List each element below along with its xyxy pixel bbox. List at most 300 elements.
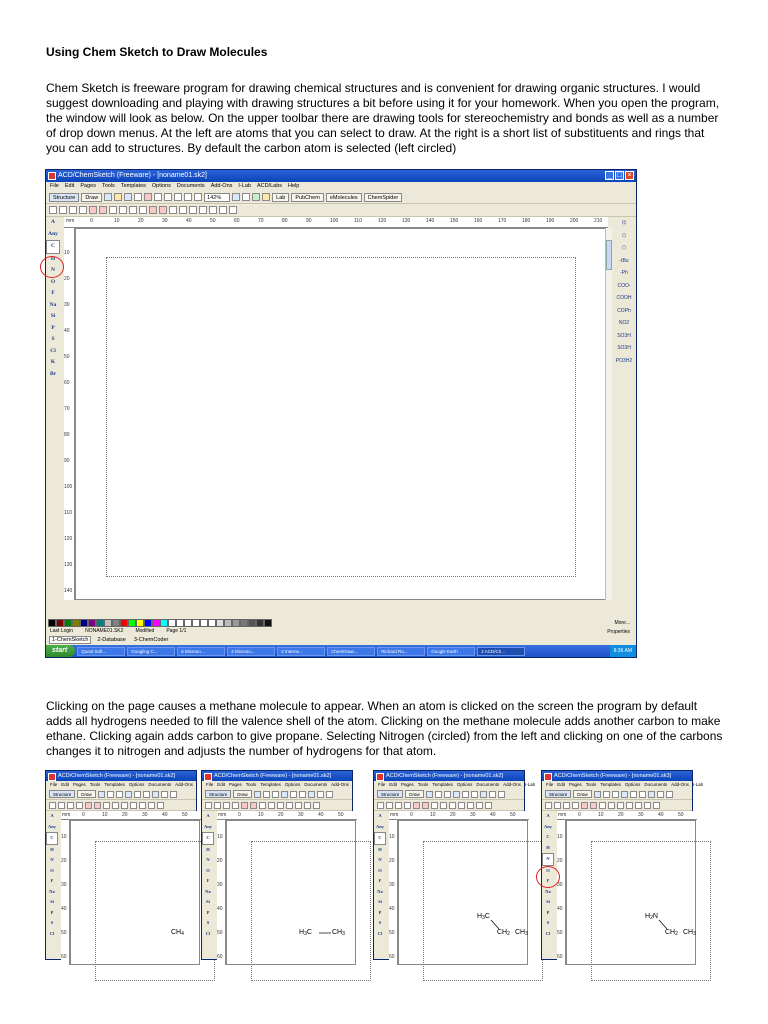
draw-mode-button[interactable]: Draw bbox=[233, 790, 252, 798]
cyclohexane-ring-icon[interactable]: ⬡ bbox=[621, 232, 627, 239]
atom-si[interactable]: Si bbox=[50, 899, 54, 904]
scrollbar-thumb[interactable] bbox=[606, 240, 612, 270]
start-button[interactable]: start bbox=[46, 645, 75, 657]
substituent-item[interactable]: SO3H bbox=[617, 345, 631, 351]
palette-swatch[interactable] bbox=[152, 619, 160, 627]
atom-n[interactable]: N bbox=[51, 267, 55, 273]
menu-templates[interactable]: Templates bbox=[120, 183, 146, 189]
cyclopentane-ring-icon[interactable]: ⬠ bbox=[621, 245, 627, 251]
bond-single-icon[interactable] bbox=[581, 802, 588, 809]
palette-swatch[interactable] bbox=[80, 619, 88, 627]
emolecules-link[interactable]: eMolecules bbox=[326, 193, 362, 202]
print-icon[interactable] bbox=[281, 791, 288, 798]
atom-c[interactable]: C bbox=[374, 832, 386, 845]
atom-f[interactable]: F bbox=[50, 878, 54, 883]
atom-o[interactable]: O bbox=[50, 278, 56, 285]
bond-single-icon[interactable] bbox=[89, 206, 97, 214]
save-icon[interactable] bbox=[124, 193, 132, 201]
rotate-icon[interactable] bbox=[563, 802, 570, 809]
menu-options[interactable]: Options bbox=[151, 183, 171, 189]
palette-swatch[interactable] bbox=[120, 619, 128, 627]
atom-h[interactable]: H bbox=[50, 846, 54, 852]
menu-templates[interactable]: Templates bbox=[600, 782, 621, 787]
more-label[interactable]: More... bbox=[614, 620, 630, 626]
menu-templates[interactable]: Templates bbox=[104, 782, 125, 787]
properties-label[interactable]: Properties bbox=[607, 629, 630, 635]
rotate-icon[interactable] bbox=[395, 802, 402, 809]
substituent-item[interactable]: -tBu bbox=[619, 257, 629, 264]
substituent-item[interactable]: NO2 bbox=[618, 320, 630, 326]
atom-cl[interactable]: Cl bbox=[377, 930, 383, 936]
rotate-icon[interactable] bbox=[223, 802, 230, 809]
taskbar-item[interactable]: 2 Interne... bbox=[277, 647, 325, 656]
atom-a[interactable]: A bbox=[378, 813, 382, 818]
draw-mode-button[interactable]: Draw bbox=[573, 790, 592, 798]
atom-cl[interactable]: Cl bbox=[205, 930, 211, 936]
methylene-label[interactable] bbox=[497, 929, 510, 937]
taskbar-item[interactable]: 4 Microso... bbox=[227, 647, 275, 656]
zoom-tool-icon[interactable] bbox=[404, 802, 411, 809]
undo-icon[interactable] bbox=[134, 791, 141, 798]
maximize-icon[interactable]: □ bbox=[615, 171, 624, 180]
charge-plus-icon[interactable] bbox=[148, 802, 155, 809]
undo-icon[interactable] bbox=[290, 791, 297, 798]
menu-edit[interactable]: Edit bbox=[61, 782, 70, 787]
paste-icon[interactable] bbox=[657, 791, 664, 798]
taskbar-item[interactable]: 6 Microso... bbox=[177, 647, 225, 656]
atom-s[interactable]: S bbox=[51, 336, 55, 342]
menu-documents[interactable]: Documents bbox=[148, 782, 172, 787]
atom-h[interactable]: H bbox=[546, 844, 550, 850]
3d-optimize-icon[interactable] bbox=[209, 206, 217, 214]
menu-ilab[interactable]: I-Lab bbox=[238, 183, 251, 189]
copy-icon[interactable] bbox=[648, 791, 655, 798]
print-icon[interactable] bbox=[621, 791, 628, 798]
hash-bond-icon[interactable] bbox=[119, 206, 127, 214]
flip-icon[interactable] bbox=[199, 206, 207, 214]
drawing-canvas[interactable] bbox=[75, 228, 608, 600]
menu-pages[interactable]: Pages bbox=[569, 782, 582, 787]
wavy-bond-icon[interactable] bbox=[129, 206, 137, 214]
methyl-label[interactable] bbox=[683, 929, 696, 937]
menu-help[interactable]: Help bbox=[288, 183, 300, 189]
clean-structure-icon[interactable] bbox=[179, 206, 187, 214]
menu-file[interactable]: File bbox=[546, 782, 554, 787]
tools-icon[interactable] bbox=[262, 193, 270, 201]
atom-si[interactable]: Si bbox=[206, 899, 210, 904]
menu-ilab[interactable]: I-Lab bbox=[692, 782, 704, 787]
menu-tools[interactable]: Tools bbox=[245, 782, 257, 787]
menu-documents[interactable]: Documents bbox=[476, 782, 500, 787]
charge-minus-icon[interactable] bbox=[485, 802, 492, 809]
atom-br[interactable]: Br bbox=[49, 370, 57, 377]
module-tab[interactable]: 1-ChemSketch bbox=[49, 636, 91, 644]
atom-h[interactable]: H bbox=[378, 846, 382, 852]
arrow-icon[interactable] bbox=[626, 802, 633, 809]
select-icon[interactable] bbox=[49, 802, 56, 809]
save-icon[interactable] bbox=[272, 791, 279, 798]
taskbar-item[interactable]: Richard Ro... bbox=[377, 647, 425, 656]
paste-icon[interactable] bbox=[161, 791, 168, 798]
menu-edit[interactable]: Edit bbox=[389, 782, 398, 787]
atom-any[interactable]: Any bbox=[203, 823, 212, 829]
palette-swatch[interactable] bbox=[256, 619, 264, 627]
atom-s[interactable]: S bbox=[50, 920, 54, 925]
atom-s[interactable]: S bbox=[206, 920, 210, 925]
hash-bond-icon[interactable] bbox=[268, 802, 275, 809]
copy-icon[interactable] bbox=[152, 791, 159, 798]
palette-swatch[interactable] bbox=[48, 619, 56, 627]
palette-swatch[interactable] bbox=[240, 619, 248, 627]
arrow-icon[interactable] bbox=[458, 802, 465, 809]
atom-a[interactable]: A bbox=[206, 813, 210, 818]
bond-chain-icon[interactable] bbox=[422, 802, 429, 809]
menu-file[interactable]: File bbox=[50, 183, 59, 189]
select-icon[interactable] bbox=[545, 802, 552, 809]
palette-swatch[interactable] bbox=[232, 619, 240, 627]
atom-cl[interactable]: Cl bbox=[545, 930, 551, 936]
palette-swatch[interactable] bbox=[104, 619, 112, 627]
atom-p[interactable]: P bbox=[378, 909, 382, 915]
align-icon[interactable] bbox=[189, 206, 197, 214]
taskbar-item[interactable]: Quest Soft... bbox=[77, 647, 125, 656]
wedge-bond-icon[interactable] bbox=[109, 206, 117, 214]
palette-swatch[interactable] bbox=[96, 619, 104, 627]
charge-plus-icon[interactable] bbox=[476, 802, 483, 809]
print-icon[interactable] bbox=[453, 791, 460, 798]
menu-documents[interactable]: Documents bbox=[304, 782, 328, 787]
charge-minus-icon[interactable] bbox=[157, 802, 164, 809]
atom-c[interactable]: C bbox=[202, 832, 214, 845]
charge-plus-icon[interactable] bbox=[159, 206, 167, 214]
cut-icon[interactable] bbox=[154, 193, 162, 201]
bond-chain-icon[interactable] bbox=[99, 206, 107, 214]
drawing-canvas[interactable] bbox=[566, 820, 696, 965]
menu-options[interactable]: Options bbox=[284, 782, 301, 787]
open-folder-icon[interactable] bbox=[435, 791, 442, 798]
copy-icon[interactable] bbox=[308, 791, 315, 798]
wedge-bond-icon[interactable] bbox=[103, 802, 110, 809]
atom-o[interactable]: O bbox=[546, 867, 550, 873]
wedge-bond-icon[interactable] bbox=[259, 802, 266, 809]
bond-chain-icon[interactable] bbox=[590, 802, 597, 809]
zoom-tool-icon[interactable] bbox=[79, 206, 87, 214]
atom-na[interactable]: Na bbox=[49, 888, 55, 894]
atom-h[interactable]: H bbox=[50, 255, 56, 262]
cut-icon[interactable] bbox=[639, 791, 646, 798]
atom-n[interactable]: N bbox=[378, 857, 382, 862]
wavy-bond-icon[interactable] bbox=[277, 802, 284, 809]
taskbar-item[interactable]: Google Earth bbox=[427, 647, 475, 656]
palette-swatch[interactable] bbox=[184, 619, 192, 627]
charge-plus-icon[interactable] bbox=[304, 802, 311, 809]
atom-cl[interactable]: Cl bbox=[50, 347, 56, 354]
palette-swatch[interactable] bbox=[176, 619, 184, 627]
atom-cl[interactable]: Cl bbox=[49, 930, 55, 936]
zoom-in-icon[interactable] bbox=[326, 791, 333, 798]
vertical-scrollbar[interactable] bbox=[605, 228, 612, 600]
atom-si[interactable]: Si bbox=[546, 899, 550, 904]
lasso-icon[interactable] bbox=[58, 802, 65, 809]
atom-any[interactable]: Any bbox=[47, 823, 56, 829]
bond-single-icon[interactable] bbox=[85, 802, 92, 809]
taskbar-item[interactable]: 2 ACD/Ch... bbox=[477, 647, 525, 656]
menu-templates[interactable]: Templates bbox=[432, 782, 453, 787]
atom-f[interactable]: F bbox=[51, 290, 55, 296]
charge-minus-icon[interactable] bbox=[313, 802, 320, 809]
menu-pages[interactable]: Pages bbox=[80, 183, 96, 189]
3d-viewer-icon[interactable] bbox=[252, 193, 260, 201]
zoom-out-icon[interactable] bbox=[194, 193, 202, 201]
wavy-bond-icon[interactable] bbox=[121, 802, 128, 809]
menu-tools[interactable]: Tools bbox=[585, 782, 597, 787]
zoom-select[interactable]: 142% bbox=[204, 193, 230, 202]
palette-swatch[interactable] bbox=[88, 619, 96, 627]
atom-p[interactable]: P bbox=[206, 909, 210, 915]
undo-icon[interactable] bbox=[630, 791, 637, 798]
drawing-canvas[interactable] bbox=[226, 820, 356, 965]
atom-o[interactable]: O bbox=[206, 867, 210, 873]
menu-options[interactable]: Options bbox=[128, 782, 145, 787]
substituent-item[interactable]: -Ph bbox=[620, 270, 628, 276]
save-icon[interactable] bbox=[116, 791, 123, 798]
save-icon[interactable] bbox=[612, 791, 619, 798]
palette-swatch[interactable] bbox=[168, 619, 176, 627]
menu-documents[interactable]: Documents bbox=[644, 782, 668, 787]
atom-h[interactable]: H bbox=[206, 846, 210, 852]
atom-a[interactable]: A bbox=[50, 813, 54, 818]
structure-mode-button[interactable]: Structure bbox=[49, 790, 75, 798]
atom-s[interactable]: S bbox=[378, 920, 382, 925]
arrow-icon[interactable] bbox=[139, 206, 147, 214]
new-document-icon[interactable] bbox=[104, 193, 112, 201]
atom-p[interactable]: P bbox=[50, 909, 54, 915]
ring-icon[interactable] bbox=[467, 802, 474, 809]
menu-tools[interactable]: Tools bbox=[417, 782, 429, 787]
menu-options[interactable]: Options bbox=[624, 782, 641, 787]
wedge-bond-icon[interactable] bbox=[431, 802, 438, 809]
atom-na[interactable]: Na bbox=[49, 301, 57, 308]
select-icon[interactable] bbox=[205, 802, 212, 809]
check-icon[interactable] bbox=[219, 206, 227, 214]
bond-chain-icon[interactable] bbox=[250, 802, 257, 809]
atom-na[interactable]: Na bbox=[377, 888, 383, 894]
ring-icon[interactable] bbox=[139, 802, 146, 809]
palette-swatch[interactable] bbox=[128, 619, 136, 627]
ring-icon[interactable] bbox=[295, 802, 302, 809]
copy-icon[interactable] bbox=[164, 193, 172, 201]
menu-ilab[interactable]: I-Lab bbox=[524, 782, 536, 787]
view-icon[interactable] bbox=[232, 193, 240, 201]
menu-file[interactable]: File bbox=[378, 782, 386, 787]
menu-edit[interactable]: Edit bbox=[217, 782, 226, 787]
menu-addons[interactable]: Add-Ons bbox=[210, 183, 233, 189]
palette-swatch[interactable] bbox=[200, 619, 208, 627]
print-icon[interactable] bbox=[125, 791, 132, 798]
zoom-in-icon[interactable] bbox=[170, 791, 177, 798]
zoom-tool-icon[interactable] bbox=[232, 802, 239, 809]
lab-link[interactable]: Lab bbox=[272, 193, 289, 202]
menu-addons[interactable]: Add-Ons bbox=[503, 782, 521, 787]
new-document-icon[interactable] bbox=[594, 791, 601, 798]
atom-any[interactable]: Any bbox=[375, 823, 384, 829]
menu-addons[interactable]: Add-Ons bbox=[331, 782, 349, 787]
bond-single-icon[interactable] bbox=[413, 802, 420, 809]
atom-n[interactable]: N bbox=[206, 857, 210, 862]
cut-icon[interactable] bbox=[471, 791, 478, 798]
lasso-icon[interactable] bbox=[554, 802, 561, 809]
drawing-canvas[interactable] bbox=[398, 820, 528, 965]
undo-icon[interactable] bbox=[462, 791, 469, 798]
structure-mode-button[interactable]: Structure bbox=[545, 790, 571, 798]
pubchem-link[interactable]: PubChem bbox=[291, 193, 323, 202]
rotate-icon[interactable] bbox=[67, 802, 74, 809]
atom-na[interactable]: Na bbox=[545, 888, 551, 894]
hash-bond-icon[interactable] bbox=[112, 802, 119, 809]
wavy-bond-icon[interactable] bbox=[449, 802, 456, 809]
module-tab[interactable]: 2-Database bbox=[97, 637, 126, 643]
atom-c[interactable]: C bbox=[46, 240, 60, 254]
atom-p[interactable]: P bbox=[51, 324, 55, 331]
palette-swatch[interactable] bbox=[192, 619, 200, 627]
ring-icon[interactable] bbox=[635, 802, 642, 809]
rotate-icon[interactable] bbox=[69, 206, 77, 214]
palette-swatch[interactable] bbox=[64, 619, 72, 627]
methyl-label[interactable] bbox=[515, 929, 528, 937]
palette-swatch[interactable] bbox=[224, 619, 232, 627]
taskbar-item[interactable]: Googling C... bbox=[127, 647, 175, 656]
open-folder-icon[interactable] bbox=[263, 791, 270, 798]
bond-chain-icon[interactable] bbox=[94, 802, 101, 809]
name-icon[interactable] bbox=[229, 206, 237, 214]
close-icon[interactable]: × bbox=[625, 171, 634, 180]
arrow-icon[interactable] bbox=[130, 802, 137, 809]
menu-tools[interactable]: Tools bbox=[101, 183, 115, 189]
structure-mode-button[interactable]: Structure bbox=[377, 790, 403, 798]
menu-options[interactable]: Options bbox=[456, 782, 473, 787]
atom-si[interactable]: Si bbox=[378, 899, 382, 904]
substituent-item[interactable]: COPh bbox=[617, 307, 631, 314]
palette-swatch[interactable] bbox=[72, 619, 80, 627]
menu-pages[interactable]: Pages bbox=[229, 782, 242, 787]
lasso-icon[interactable] bbox=[59, 206, 67, 214]
lasso-icon[interactable] bbox=[386, 802, 393, 809]
copy-icon[interactable] bbox=[480, 791, 487, 798]
menu-acdlabs[interactable]: ACD/Labs bbox=[256, 183, 283, 189]
methyl-right-label[interactable] bbox=[332, 929, 345, 937]
substituent-item[interactable]: COOH bbox=[616, 295, 632, 301]
palette-swatch[interactable] bbox=[248, 619, 256, 627]
menu-templates[interactable]: Templates bbox=[260, 782, 281, 787]
undo-icon[interactable] bbox=[144, 193, 152, 201]
atom-a[interactable]: A bbox=[51, 219, 55, 225]
arrow-icon[interactable] bbox=[286, 802, 293, 809]
charge-minus-icon[interactable] bbox=[169, 206, 177, 214]
print-icon[interactable] bbox=[134, 193, 142, 201]
menu-edit[interactable]: Edit bbox=[64, 183, 75, 189]
bond-single-icon[interactable] bbox=[241, 802, 248, 809]
paste-icon[interactable] bbox=[174, 193, 182, 201]
grid-icon[interactable] bbox=[242, 193, 250, 201]
atom-si[interactable]: Si bbox=[50, 313, 56, 319]
atom-a[interactable]: A bbox=[546, 813, 550, 818]
palette-swatch[interactable] bbox=[144, 619, 152, 627]
charge-minus-icon[interactable] bbox=[653, 802, 660, 809]
menu-addons[interactable]: Add-Ons bbox=[175, 782, 193, 787]
save-icon[interactable] bbox=[444, 791, 451, 798]
zoom-tool-icon[interactable] bbox=[572, 802, 579, 809]
new-document-icon[interactable] bbox=[98, 791, 105, 798]
open-folder-icon[interactable] bbox=[603, 791, 610, 798]
atom-na[interactable]: Na bbox=[205, 888, 211, 894]
paste-icon[interactable] bbox=[489, 791, 496, 798]
structure-mode-button[interactable]: Structure bbox=[205, 790, 231, 798]
drawing-canvas[interactable] bbox=[70, 820, 200, 965]
menu-edit[interactable]: Edit bbox=[557, 782, 566, 787]
menu-file[interactable]: File bbox=[206, 782, 214, 787]
menu-tools[interactable]: Tools bbox=[89, 782, 101, 787]
atom-f[interactable]: F bbox=[206, 878, 210, 883]
structure-mode-button[interactable]: Structure bbox=[49, 193, 79, 202]
charge-plus-icon[interactable] bbox=[644, 802, 651, 809]
palette-swatch[interactable] bbox=[136, 619, 144, 627]
atom-any[interactable]: Any bbox=[48, 230, 58, 237]
atom-n[interactable]: N bbox=[542, 853, 554, 866]
menu-file[interactable]: File bbox=[50, 782, 58, 787]
substituent-item[interactable]: PO3H2 bbox=[615, 357, 633, 364]
draw-mode-button[interactable]: Draw bbox=[405, 790, 424, 798]
palette-swatch[interactable] bbox=[208, 619, 216, 627]
palette-swatch[interactable] bbox=[56, 619, 64, 627]
ring-icon[interactable] bbox=[149, 206, 157, 214]
atom-n[interactable]: N bbox=[50, 857, 54, 862]
atom-f[interactable]: F bbox=[546, 878, 550, 883]
draw-mode-button[interactable]: Draw bbox=[77, 790, 96, 798]
select-icon[interactable] bbox=[49, 206, 57, 214]
zoom-in-icon[interactable] bbox=[666, 791, 673, 798]
paste-icon[interactable] bbox=[317, 791, 324, 798]
wedge-bond-icon[interactable] bbox=[599, 802, 606, 809]
palette-swatch[interactable] bbox=[264, 619, 272, 627]
menu-pages[interactable]: Pages bbox=[401, 782, 414, 787]
taskbar-item[interactable]: ChemDraw... bbox=[327, 647, 375, 656]
atom-o[interactable]: O bbox=[50, 867, 54, 873]
atom-c[interactable]: C bbox=[46, 832, 58, 845]
draw-mode-button[interactable]: Draw bbox=[81, 193, 102, 202]
zoom-tool-icon[interactable] bbox=[76, 802, 83, 809]
atom-s[interactable]: S bbox=[546, 920, 550, 925]
open-folder-icon[interactable] bbox=[107, 791, 114, 798]
chemspider-link[interactable]: ChemSpider bbox=[364, 193, 403, 202]
substituent-item[interactable]: COO- bbox=[617, 282, 631, 289]
menu-documents[interactable]: Documents bbox=[176, 183, 205, 189]
zoom-in-icon[interactable] bbox=[498, 791, 505, 798]
atom-any[interactable]: Any bbox=[543, 823, 552, 829]
methylene-label[interactable] bbox=[665, 929, 678, 937]
palette-swatch[interactable] bbox=[160, 619, 168, 627]
atom-f[interactable]: F bbox=[378, 878, 382, 883]
hash-bond-icon[interactable] bbox=[440, 802, 447, 809]
benzene-ring-icon[interactable]: ⌬ bbox=[621, 220, 627, 226]
select-icon[interactable] bbox=[377, 802, 384, 809]
wavy-bond-icon[interactable] bbox=[617, 802, 624, 809]
open-folder-icon[interactable] bbox=[114, 193, 122, 201]
atom-c[interactable]: C bbox=[546, 834, 550, 839]
menu-addons[interactable]: Add-Ons bbox=[671, 782, 689, 787]
minimize-icon[interactable]: _ bbox=[605, 171, 614, 180]
substituent-item[interactable]: SO3H bbox=[617, 332, 631, 339]
cut-icon[interactable] bbox=[299, 791, 306, 798]
